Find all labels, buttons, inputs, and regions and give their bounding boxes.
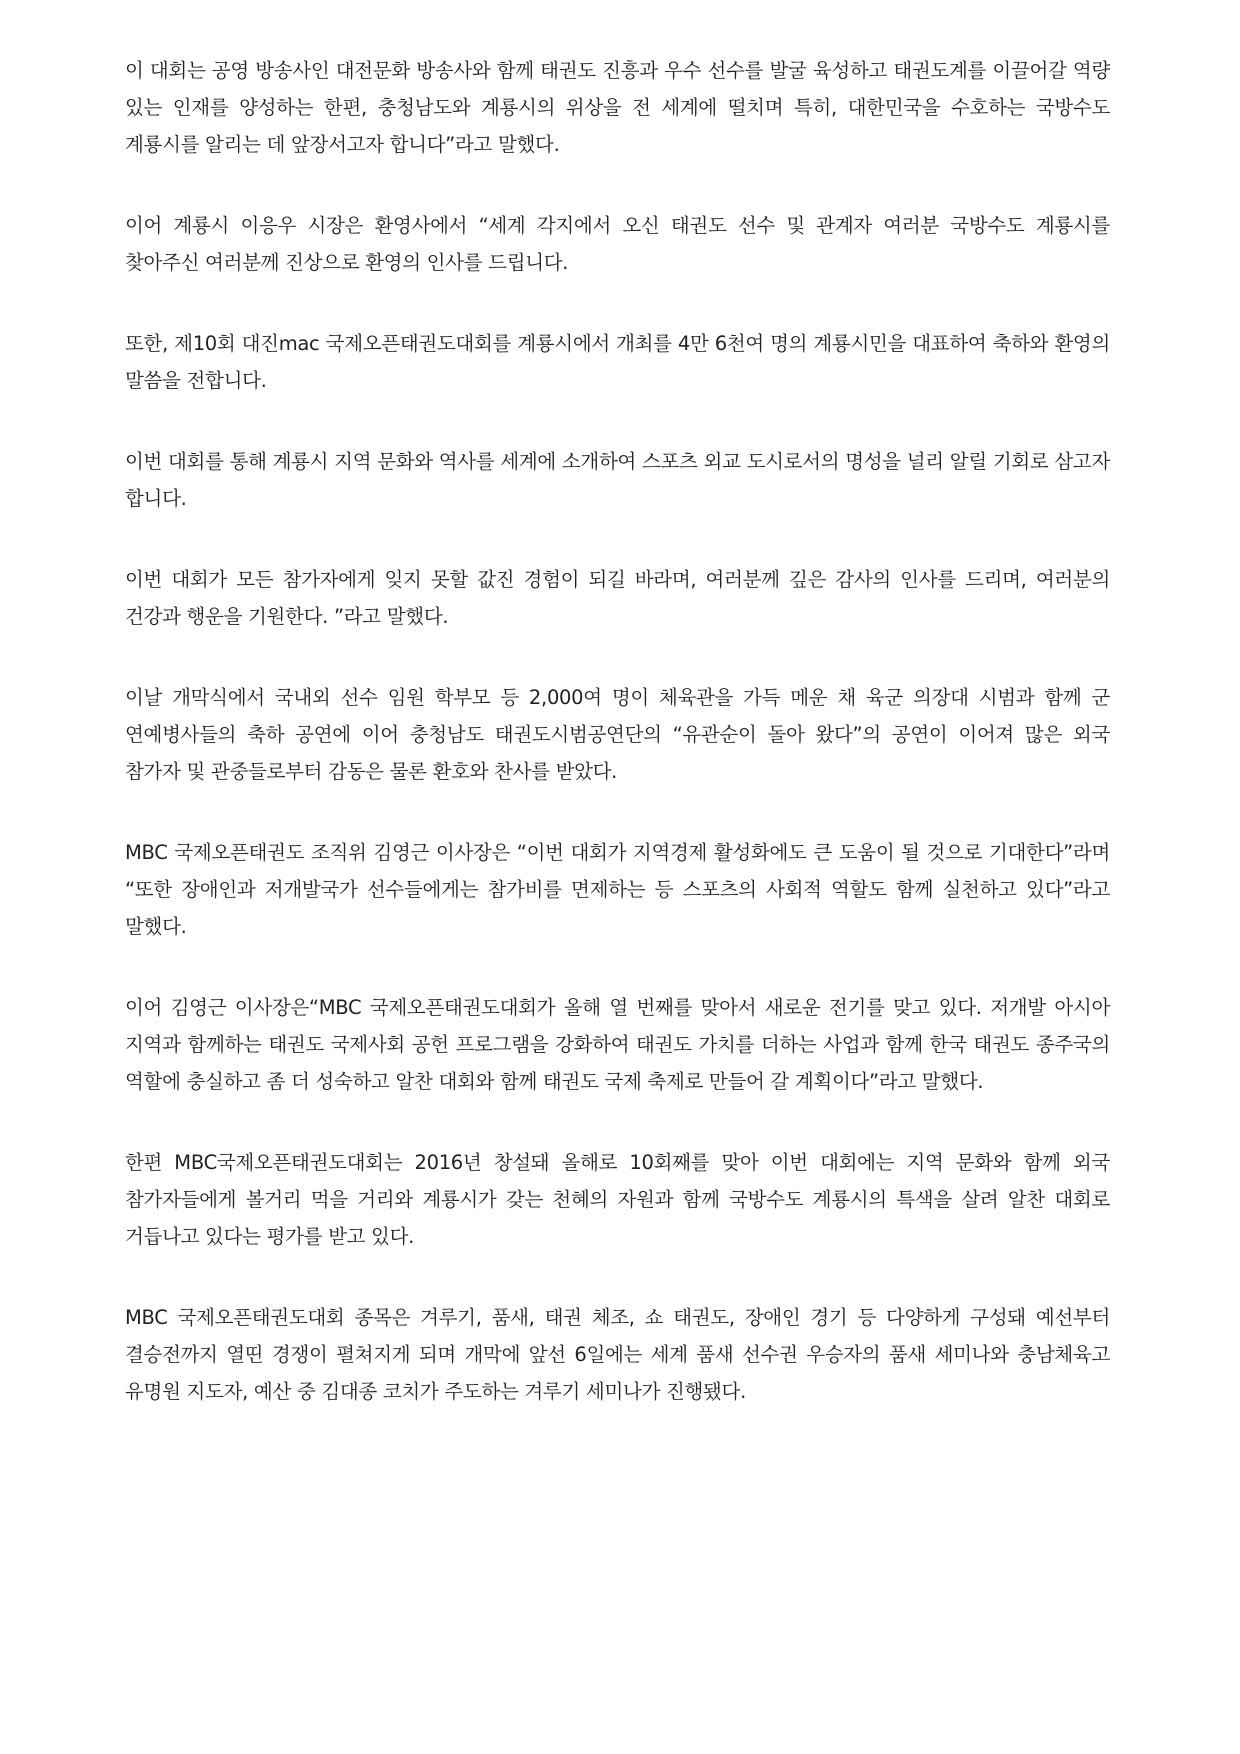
paragraph: MBC 국제오픈태권도대회 종목은 겨루기, 품새, 태권 체조, 쇼 태권도, 장애인 경기 등 다양하게 구성돼 예선부터 결승전까지 열띤 경쟁이 펼쳐지게 되며 개막에 앞선 6일에는 세계 품새 선수권 우승자의 품새 세미나와 충남체육고 유명원 지도자, 예산 중 김대종 코치가 주도하는 겨루기 세미나가 진행됐다. bbox=[125, 1306, 1110, 1403]
paragraph: MBC 국제오픈태권도 조직위 김영근 이사장은 “이번 대회가 지역경제 활성화에도 큰 도움이 될 것으로 기대한다”라며 “또한 장애인과 저개발국가 선수들에게는 참가비를 면제하는 등 스포츠의 사회적 역할도 함께 실천하고 있다”라고 말했다. bbox=[125, 841, 1110, 938]
paragraph: 이어 계룡시 이응우 시장은 환영사에서 “세계 각지에서 오신 태권도 선수 및 관계자 여러분 국방수도 계룡시를 찾아주신 여러분께 진상으로 환영의 인사를 드립니다. bbox=[125, 214, 1110, 274]
paragraph: 이어 김영근 이사장은“MBC 국제오픈태권도대회가 올해 열 번째를 맞아서 새로운 전기를 맞고 있다. 저개발 아시아 지역과 함께하는 태권도 국제사회 공헌 프로그램을 강화하여 태권도 가치를 더하는 사업과 함께 한국 태권도 종주국의 역할에 충실하고 좀 더 성숙하고 알찬 대회와 함께 태권도 국제 축제로 만들어 갈 계획이다”라고 말했다. bbox=[125, 996, 1110, 1093]
paragraph: 이날 개막식에서 국내외 선수 임원 학부모 등 2,000여 명이 체육관을 가득 메운 채 육군 의장대 시범과 함께 군 연예병사들의 축하 공연에 이어 충청남도 태권도시범공연단의 “유관순이 돌아 왔다”의 공연이 이어져 많은 외국 참가자 및 관중들로부터 감동은 물론 환호와 찬사를 받았다. bbox=[125, 686, 1110, 783]
paragraph: 또한, 제10회 대진mac 국제오픈태권도대회를 계룡시에서 개최를 4만 6천여 명의 계룡시민을 대표하여 축하와 환영의 말씀을 전합니다. bbox=[125, 332, 1110, 392]
document-body bbox=[125, 52, 1110, 1410]
paragraph: 이번 대회를 통해 계룡시 지역 문화와 역사를 세계에 소개하여 스포츠 외교 도시로서의 명성을 널리 알릴 기회로 삼고자 합니다. bbox=[125, 450, 1110, 510]
paragraph: 한편 MBC국제오픈태권도대회는 2016년 창설돼 올해로 10회째를 맞아 이번 대회에는 지역 문화와 함께 외국 참가자들에게 볼거리 먹을 거리와 계룡시가 갖는 천혜의 자원과 함께 국방수도 계룡시의 특색을 살려 알찬 대회로 거듭나고 있다는 평가를 받고 있다. bbox=[125, 1151, 1110, 1248]
paragraph: 이번 대회가 모든 참가자에게 잊지 못할 값진 경험이 되길 바라며, 여러분께 깊은 감사의 인사를 드리며, 여러분의 건강과 행운을 기원한다. ”라고 말했다. bbox=[125, 568, 1110, 628]
paragraph: 이 대회는 공영 방송사인 대전문화 방송사와 함께 태권도 진흥과 우수 선수를 발굴 육성하고 태권도계를 이끌어갈 역량 있는 인재를 양성하는 한편, 충청남도와 계룡시의 위상을 전 세계에 떨치며 특히, 대한민국을 수호하는 국방수도 계룡시를 알리는 데 앞장서고자 합니다”라고 말했다. bbox=[125, 59, 1110, 156]
